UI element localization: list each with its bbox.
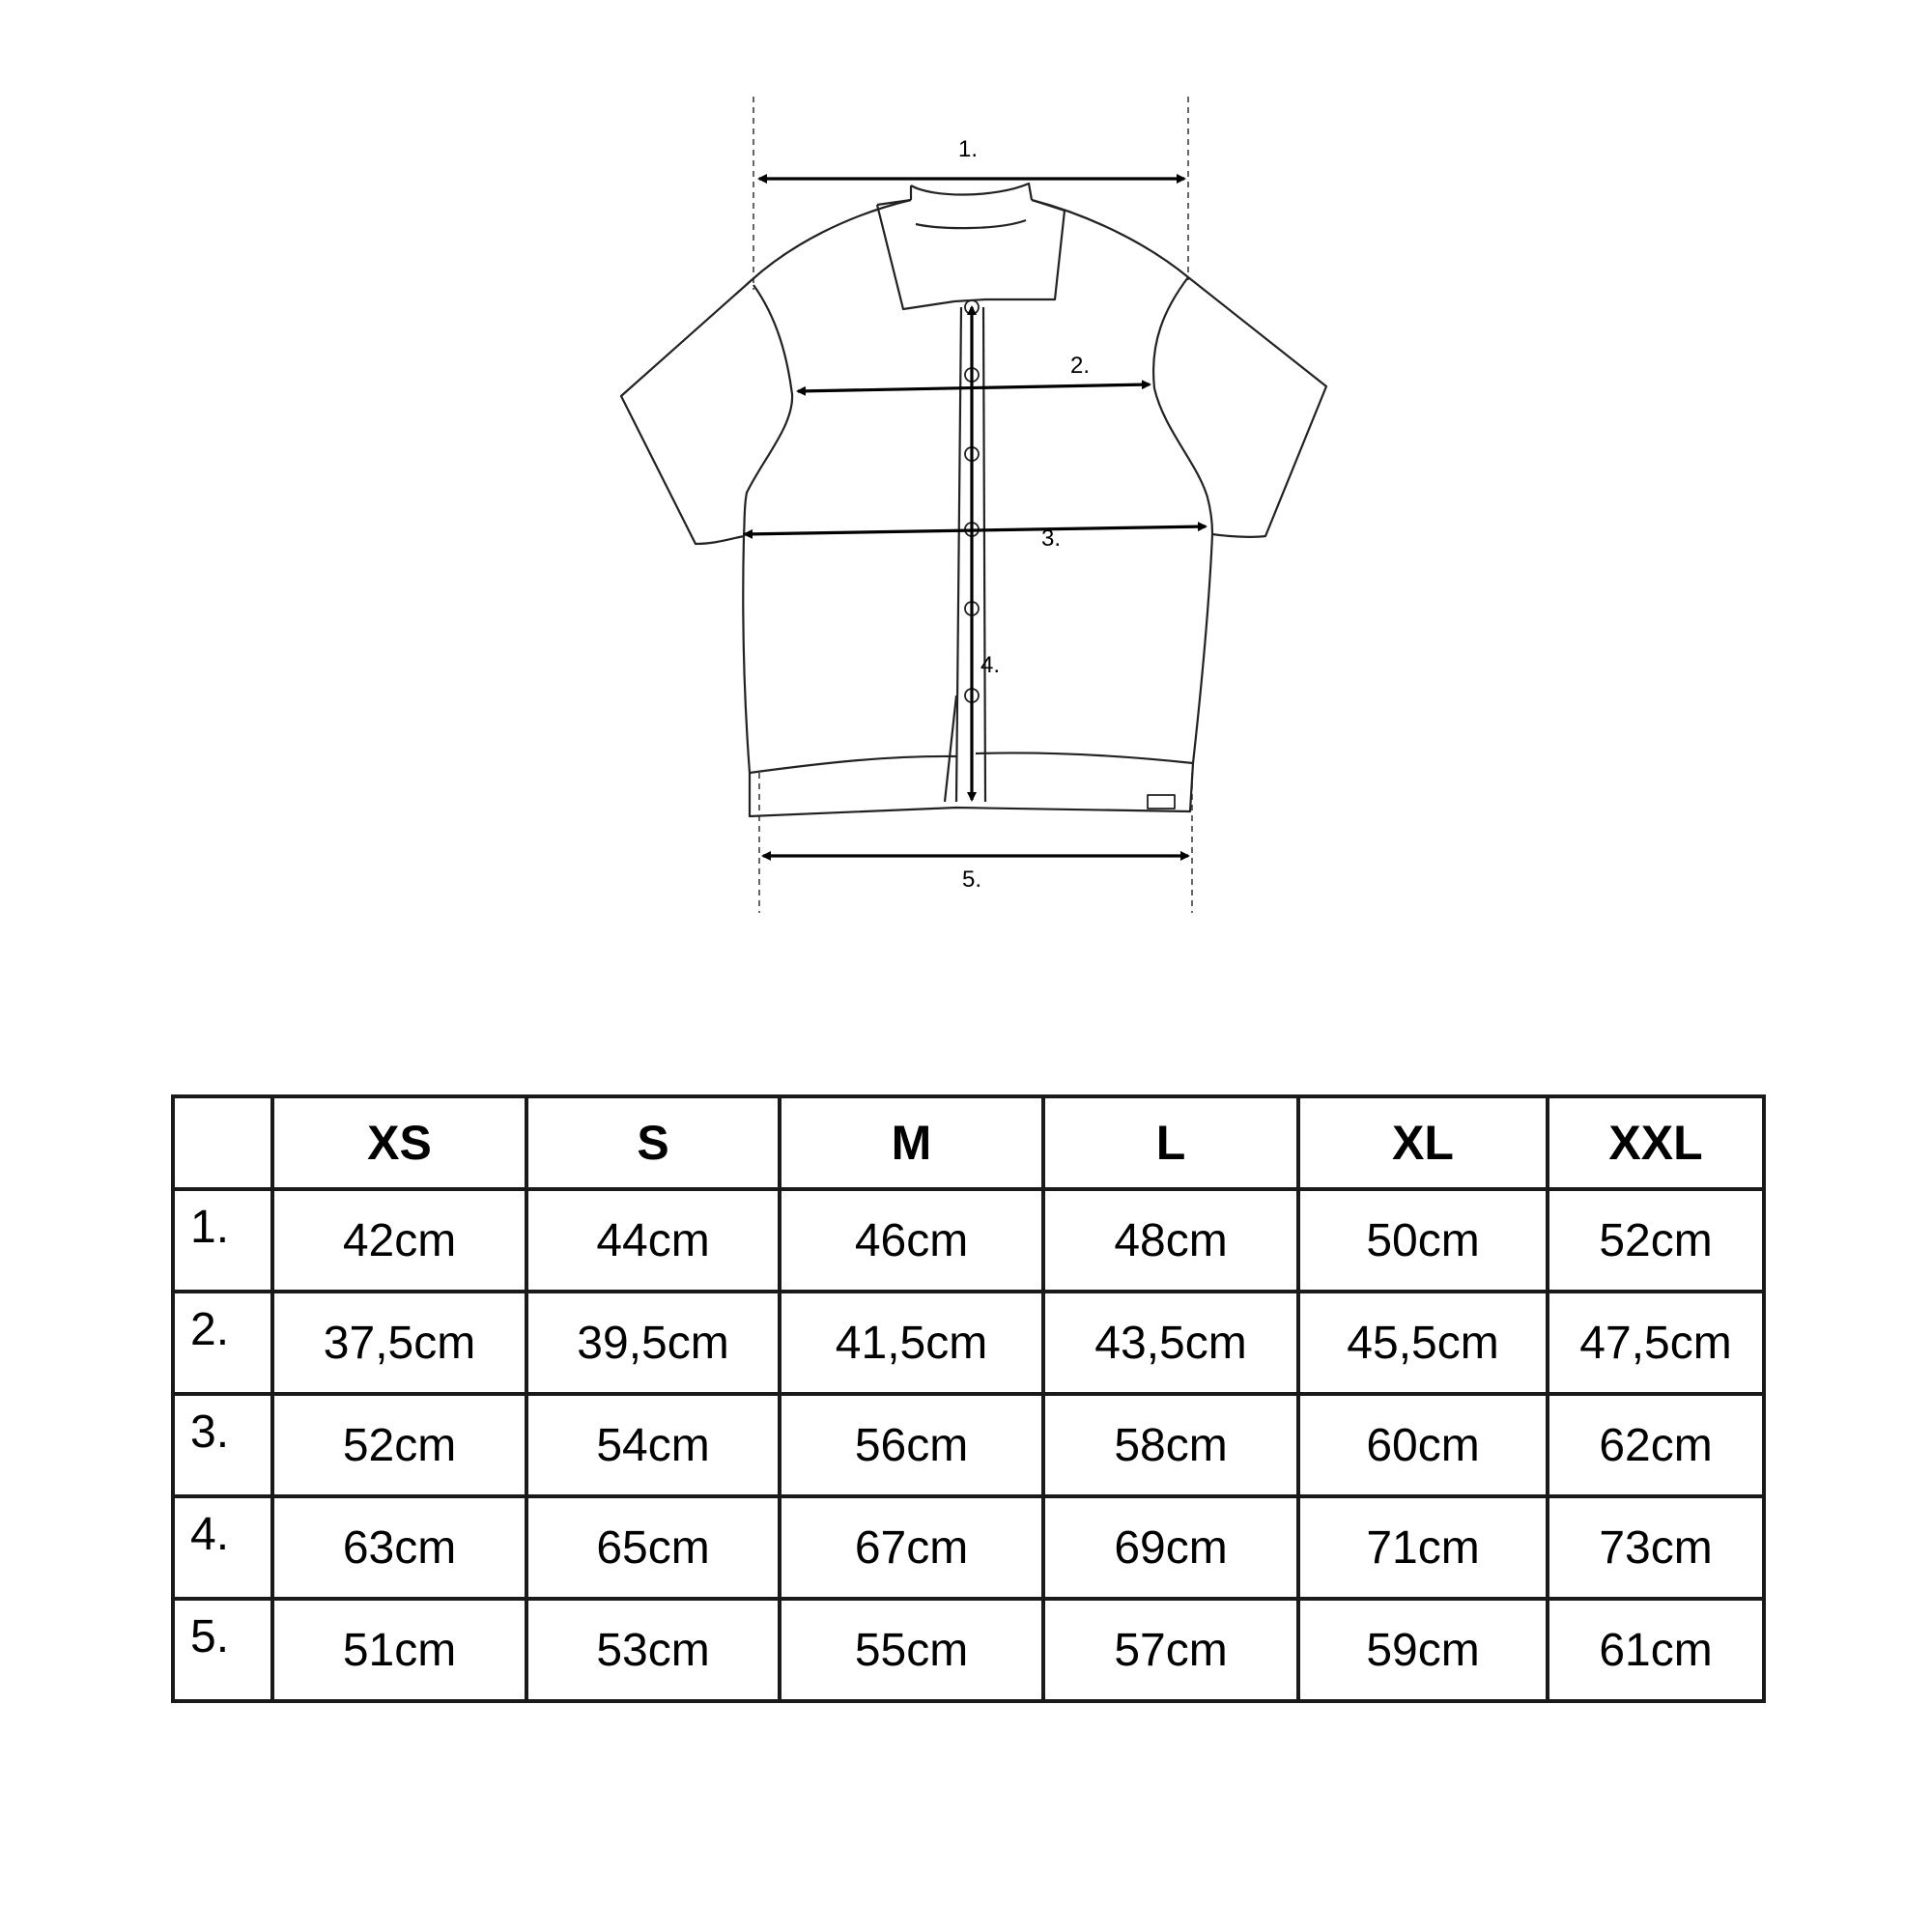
table-cell: 55cm <box>780 1599 1043 1701</box>
label-5: 5. <box>962 867 982 893</box>
arrow-2 <box>798 384 1150 391</box>
table-cell: 47,5cm <box>1548 1292 1764 1394</box>
row-label: 4. <box>173 1496 272 1599</box>
table-row <box>173 1496 1764 1599</box>
corner-cell <box>173 1096 272 1189</box>
table-cell: 43,5cm <box>1043 1292 1298 1394</box>
table-cell: 63cm <box>272 1496 526 1599</box>
table-cell: 52cm <box>272 1394 526 1496</box>
table-cell: 65cm <box>526 1496 780 1599</box>
table-row <box>173 1189 1764 1292</box>
shirt-outline <box>621 184 1326 816</box>
table-cell: 57cm <box>1043 1599 1298 1701</box>
row-label: 5. <box>173 1599 272 1701</box>
table-cell: 51cm <box>272 1599 526 1701</box>
table-row <box>173 1394 1764 1496</box>
table-cell: 69cm <box>1043 1496 1298 1599</box>
table-cell: 45,5cm <box>1298 1292 1548 1394</box>
size-header-xl: XL <box>1298 1096 1548 1189</box>
row-label: 1. <box>173 1189 272 1292</box>
size-header-s: S <box>526 1096 780 1189</box>
table-cell: 44cm <box>526 1189 780 1292</box>
size-header-xs: XS <box>272 1096 526 1189</box>
table-row <box>173 1599 1764 1701</box>
table-cell: 73cm <box>1548 1496 1764 1599</box>
table-cell: 42cm <box>272 1189 526 1292</box>
table-cell: 59cm <box>1298 1599 1548 1701</box>
measurement-arrows <box>745 179 1206 856</box>
table-cell: 53cm <box>526 1599 780 1701</box>
table-cell: 62cm <box>1548 1394 1764 1496</box>
row-label: 3. <box>173 1394 272 1496</box>
size-header-l: L <box>1043 1096 1298 1189</box>
arrow-3 <box>745 526 1206 534</box>
size-header-xxl: XXL <box>1548 1096 1764 1189</box>
label-1: 1. <box>958 136 979 162</box>
table-cell: 71cm <box>1298 1496 1548 1599</box>
label-3: 3. <box>1041 526 1062 552</box>
table-cell: 52cm <box>1548 1189 1764 1292</box>
table-cell: 39,5cm <box>526 1292 780 1394</box>
table-cell: 58cm <box>1043 1394 1298 1496</box>
table-cell: 41,5cm <box>780 1292 1043 1394</box>
size-header-m: M <box>780 1096 1043 1189</box>
table-cell: 67cm <box>780 1496 1043 1599</box>
label-2: 2. <box>1070 353 1091 379</box>
table-row <box>173 1292 1764 1394</box>
size-header-row <box>173 1096 1764 1189</box>
label-4: 4. <box>980 652 1001 678</box>
row-label: 2. <box>173 1292 272 1394</box>
table-cell: 54cm <box>526 1394 780 1496</box>
size-table <box>171 1094 1766 1703</box>
table-cell: 46cm <box>780 1189 1043 1292</box>
table-cell: 60cm <box>1298 1394 1548 1496</box>
table-cell: 61cm <box>1548 1599 1764 1701</box>
table-cell: 56cm <box>780 1394 1043 1496</box>
table-cell: 50cm <box>1298 1189 1548 1292</box>
table-cell: 48cm <box>1043 1189 1298 1292</box>
table-cell: 37,5cm <box>272 1292 526 1394</box>
